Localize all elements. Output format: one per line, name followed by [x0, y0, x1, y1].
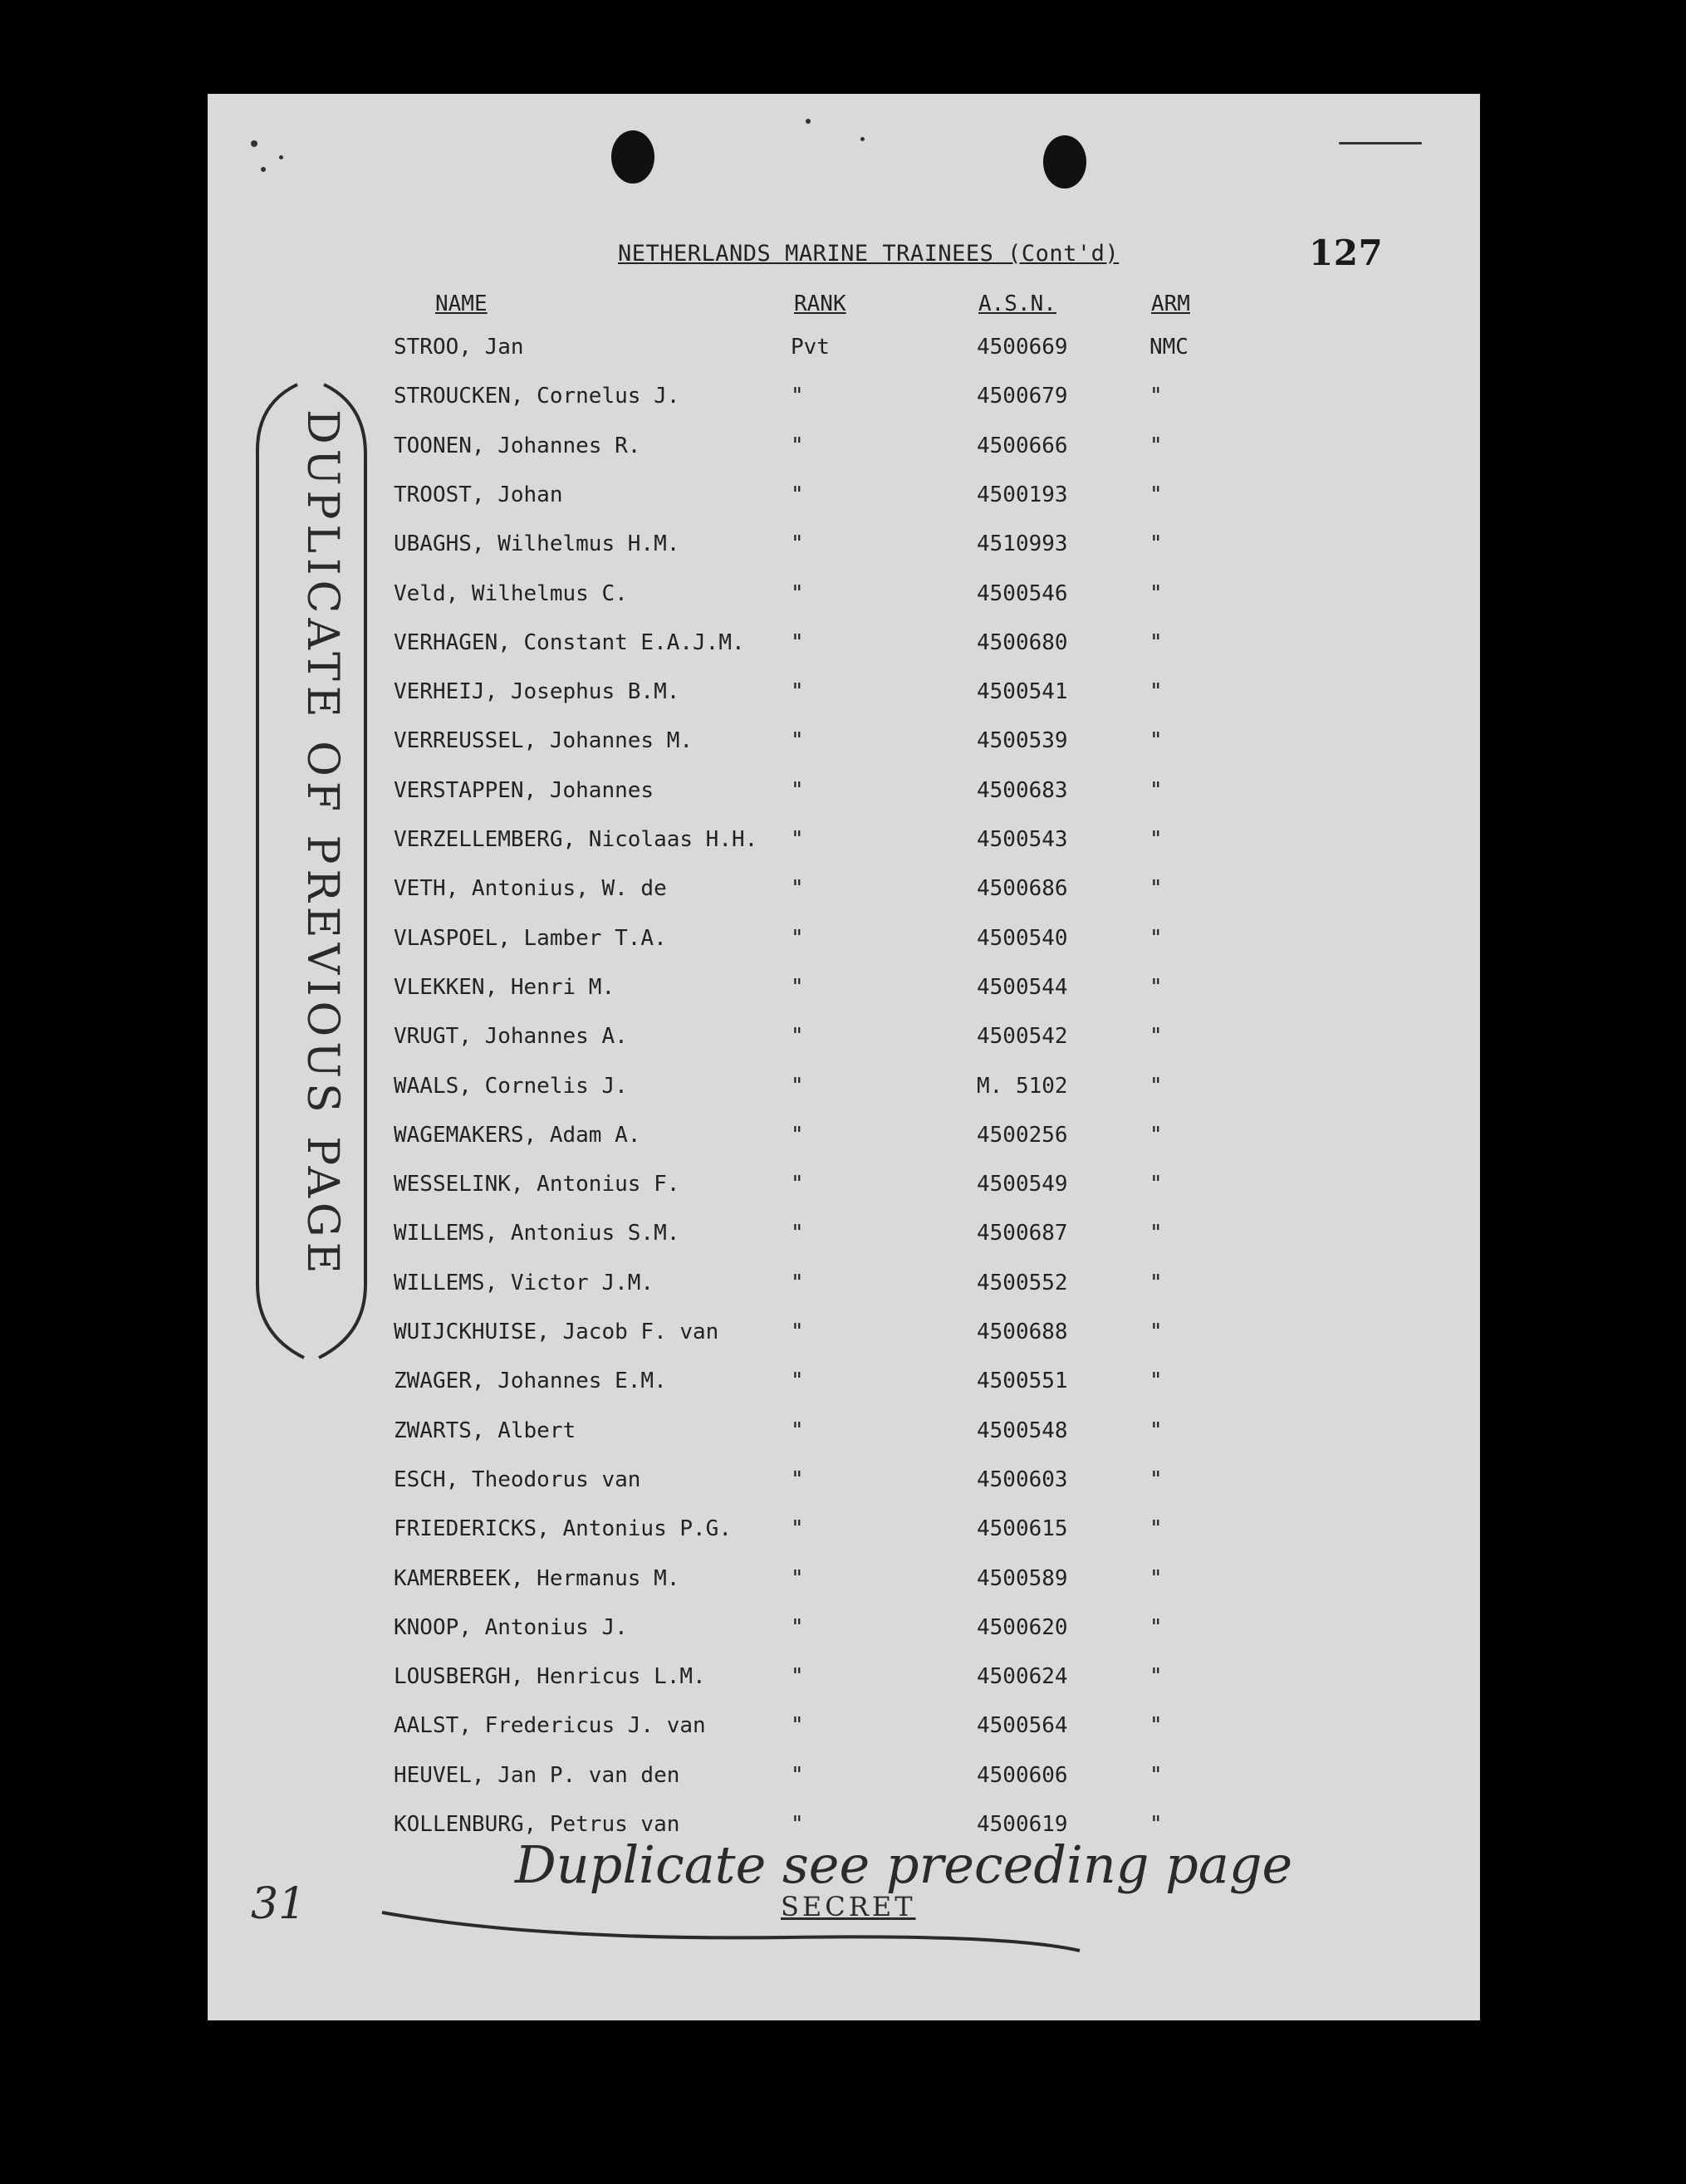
cell-asn: 4500589 [977, 1565, 1068, 1591]
cell-arm: " [1149, 1320, 1163, 1344]
cell-asn: 4500256 [977, 1122, 1068, 1148]
cell-name: VLASPOEL, Lamber T.A. [394, 925, 667, 951]
cell-rank: " [791, 1664, 804, 1690]
column-header-asn: A.S.N. [978, 291, 1056, 316]
cell-name: STROUCKEN, Cornelus J. [394, 384, 680, 409]
cell-asn: 4500540 [977, 925, 1068, 951]
cell-rank: " [791, 827, 804, 852]
cell-arm: " [1149, 1516, 1163, 1542]
cell-asn: 4500542 [977, 1024, 1068, 1050]
cell-arm: " [1149, 1614, 1163, 1640]
table-row [208, 827, 1480, 860]
cell-rank: " [791, 1467, 804, 1492]
cell-arm: " [1149, 1713, 1163, 1739]
cell-rank: " [791, 1270, 804, 1295]
cell-rank: " [791, 974, 804, 1000]
cell-arm: " [1149, 1467, 1163, 1492]
cell-rank: " [791, 777, 804, 803]
cell-asn: 4500615 [977, 1516, 1068, 1542]
cell-rank: " [791, 1320, 804, 1344]
cell-asn: 4500551 [977, 1369, 1068, 1394]
cell-rank: Pvt [791, 335, 830, 360]
cell-asn: 4500552 [977, 1270, 1068, 1295]
cell-arm: " [1149, 1812, 1163, 1837]
cell-asn: 4500687 [977, 1221, 1068, 1246]
paper-speck [261, 167, 266, 172]
cell-arm: " [1149, 777, 1163, 803]
cell-asn: 4510993 [977, 531, 1068, 557]
table-row [208, 630, 1480, 664]
cell-arm: " [1149, 1418, 1163, 1443]
cell-asn: 4500688 [977, 1320, 1068, 1344]
side-note-duplicate: DUPLICATE OF PREVIOUS PAGE [297, 409, 347, 1279]
cell-arm: " [1149, 531, 1163, 557]
cell-rank: " [791, 1812, 804, 1837]
table-row [208, 1221, 1480, 1254]
cell-asn: 4500548 [977, 1418, 1068, 1443]
document-title: NETHERLANDS MARINE TRAINEES (Cont'd) [618, 241, 1120, 267]
cell-asn: 4500546 [977, 580, 1068, 606]
table-row [208, 433, 1480, 467]
cell-arm: " [1149, 1073, 1163, 1099]
cell-name: ZWAGER, Johannes E.M. [394, 1369, 667, 1394]
cell-asn: 4500666 [977, 433, 1068, 458]
paper-mark [1339, 142, 1422, 144]
cell-name: TROOST, Johan [394, 482, 563, 507]
handwritten-underline [374, 1904, 1204, 1954]
cell-arm: " [1149, 1122, 1163, 1148]
cell-arm: " [1149, 974, 1163, 1000]
cell-rank: " [791, 1122, 804, 1148]
cell-asn: 4500679 [977, 384, 1068, 409]
cell-name: WILLEMS, Victor J.M. [394, 1270, 654, 1295]
cell-name: KOLLENBURG, Petrus van [394, 1812, 680, 1837]
cell-arm: " [1149, 1270, 1163, 1295]
cell-arm: " [1149, 728, 1163, 754]
cell-asn: 4500606 [977, 1762, 1068, 1788]
cell-arm: " [1149, 1024, 1163, 1050]
table-row [208, 1713, 1480, 1746]
table-row [208, 384, 1480, 417]
margin-number: 31 [251, 1879, 306, 1929]
cell-rank: " [791, 1516, 804, 1542]
cell-arm: " [1149, 1172, 1163, 1197]
cell-rank: " [791, 1073, 804, 1099]
cell-rank: " [791, 629, 804, 655]
cell-asn: 4500539 [977, 728, 1068, 754]
cell-name: WESSELINK, Antonius F. [394, 1172, 680, 1197]
cell-asn: 4500669 [977, 335, 1068, 360]
table-row [208, 1271, 1480, 1304]
cell-asn: 4500683 [977, 777, 1068, 803]
cell-rank: " [791, 876, 804, 902]
paper-speck [860, 137, 865, 141]
paper-speck [251, 140, 257, 147]
secret-label: SECRET [781, 1891, 916, 1922]
cell-asn: 4500549 [977, 1172, 1068, 1197]
punch-hole [611, 130, 654, 184]
handwritten-duplicate-note: Duplicate see preceding page [515, 1834, 1293, 1895]
table-row [208, 1664, 1480, 1697]
cell-rank: " [791, 1024, 804, 1050]
table-row [208, 581, 1480, 615]
cell-rank: " [791, 1418, 804, 1443]
cell-asn: 4500544 [977, 974, 1068, 1000]
table-row [208, 975, 1480, 1008]
paper-speck [279, 155, 283, 159]
cell-asn: 4500619 [977, 1812, 1068, 1837]
cell-rank: " [791, 433, 804, 458]
table-row [208, 1566, 1480, 1599]
cell-asn: 4500564 [977, 1713, 1068, 1739]
cell-name: WILLEMS, Antonius S.M. [394, 1221, 680, 1246]
cell-name: WUIJCKHUISE, Jacob F. van [394, 1320, 719, 1344]
table-row [208, 926, 1480, 959]
table-row [208, 335, 1480, 368]
cell-asn: 4500686 [977, 876, 1068, 902]
cell-arm: " [1149, 1762, 1163, 1788]
cell-asn: 4500680 [977, 629, 1068, 655]
cell-arm: " [1149, 1221, 1163, 1246]
cell-rank: " [791, 728, 804, 754]
table-row [208, 1418, 1480, 1452]
cell-name: KNOOP, Antonius J. [394, 1614, 628, 1640]
table-row [208, 778, 1480, 811]
cell-name: AALST, Fredericus J. van [394, 1713, 706, 1739]
cell-arm: " [1149, 679, 1163, 705]
table-row [208, 1320, 1480, 1353]
column-header-rank: RANK [794, 291, 846, 316]
table-row [208, 482, 1480, 516]
table-row [208, 1123, 1480, 1156]
cell-asn: 4500541 [977, 679, 1068, 705]
cell-rank: " [791, 384, 804, 409]
cell-name: VERSTAPPEN, Johannes [394, 777, 654, 803]
table-row [208, 1172, 1480, 1205]
table-row [208, 1467, 1480, 1501]
cell-arm: " [1149, 482, 1163, 507]
cell-name: TOONEN, Johannes R. [394, 433, 641, 458]
table-row [208, 1615, 1480, 1648]
cell-name: UBAGHS, Wilhelmus H.M. [394, 531, 680, 557]
cell-arm: " [1149, 1565, 1163, 1591]
table-row [208, 1369, 1480, 1402]
cell-rank: " [791, 1369, 804, 1394]
cell-name: WAALS, Cornelis J. [394, 1073, 628, 1099]
cell-arm: " [1149, 629, 1163, 655]
cell-asn: 4500624 [977, 1664, 1068, 1690]
table-row [208, 531, 1480, 565]
document-page [208, 94, 1480, 2020]
cell-rank: " [791, 1172, 804, 1197]
cell-name: Veld, Wilhelmus C. [394, 580, 628, 606]
cell-arm: " [1149, 876, 1163, 902]
cell-name: ESCH, Theodorus van [394, 1467, 641, 1492]
cell-arm: " [1149, 433, 1163, 458]
cell-name: VERHAGEN, Constant E.A.J.M. [394, 629, 745, 655]
cell-rank: " [791, 925, 804, 951]
cell-arm: " [1149, 384, 1163, 409]
cell-name: VETH, Antonius, W. de [394, 876, 667, 902]
table-row [208, 679, 1480, 712]
cell-arm: " [1149, 580, 1163, 606]
cell-arm: " [1149, 1664, 1163, 1690]
cell-name: ZWARTS, Albert [394, 1418, 576, 1443]
cell-asn: M. 5102 [977, 1073, 1068, 1099]
cell-asn: 4500543 [977, 827, 1068, 852]
cell-rank: " [791, 1614, 804, 1640]
cell-name: VERZELLEMBERG, Nicolaas H.H. [394, 827, 758, 852]
table-row [208, 1024, 1480, 1057]
cell-rank: " [791, 1221, 804, 1246]
cell-name: LOUSBERGH, Henricus L.M. [394, 1664, 706, 1690]
cell-name: KAMERBEEK, Hermanus M. [394, 1565, 680, 1591]
table-row [208, 728, 1480, 761]
cell-rank: " [791, 1762, 804, 1788]
paper-speck [806, 119, 811, 124]
cell-arm: " [1149, 827, 1163, 852]
cell-rank: " [791, 1565, 804, 1591]
cell-arm: " [1149, 1369, 1163, 1394]
cell-asn: 4500620 [977, 1614, 1068, 1640]
cell-name: HEUVEL, Jan P. van den [394, 1762, 680, 1788]
column-header-name: NAME [435, 291, 488, 316]
cell-name: STROO, Jan [394, 335, 524, 360]
cell-arm: " [1149, 925, 1163, 951]
table-row [208, 876, 1480, 909]
table-row [208, 1516, 1480, 1550]
table-row [208, 1763, 1480, 1796]
cell-name: VERHEIJ, Josephus B.M. [394, 679, 680, 705]
cell-rank: " [791, 531, 804, 557]
cell-name: WAGEMAKERS, Adam A. [394, 1122, 641, 1148]
column-header-arm: ARM [1151, 291, 1190, 316]
cell-rank: " [791, 482, 804, 507]
cell-asn: 4500193 [977, 482, 1068, 507]
cell-name: FRIEDERICKS, Antonius P.G. [394, 1516, 732, 1542]
page-number: 127 [1309, 233, 1384, 273]
cell-rank: " [791, 1713, 804, 1739]
cell-name: VERREUSSEL, Johannes M. [394, 728, 694, 754]
cell-arm: NMC [1149, 335, 1189, 360]
cell-asn: 4500603 [977, 1467, 1068, 1492]
table-row [208, 1074, 1480, 1107]
cell-rank: " [791, 580, 804, 606]
cell-name: VRUGT, Johannes A. [394, 1024, 628, 1050]
cell-name: VLEKKEN, Henri M. [394, 974, 615, 1000]
cell-rank: " [791, 679, 804, 705]
punch-hole [1043, 135, 1086, 189]
